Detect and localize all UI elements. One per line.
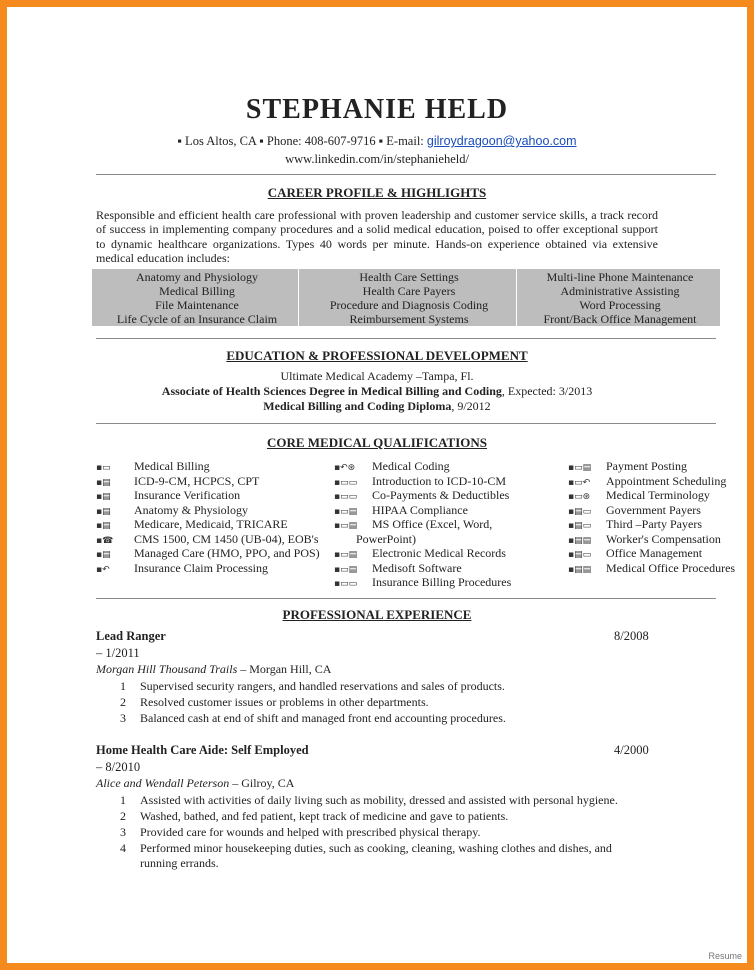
list-item [120, 679, 640, 694]
list-item [120, 695, 640, 710]
qualification-label: Medical Terminology [606, 488, 710, 502]
skill-item: Front/Back Office Management [543, 312, 697, 326]
qualification-label: PowerPoint) [356, 531, 416, 546]
skill-item: Anatomy and Physiology [136, 270, 258, 284]
contact-details: ▪ Los Altos, CA ▪ Phone: 408-607-9716 ▪ E-mail: [177, 134, 427, 148]
checkbox-icon: ▪▤ [96, 492, 111, 502]
qualification-label: Co-Payments & Deductibles [372, 488, 510, 502]
qualification-label: Medical Office Procedures [606, 560, 736, 575]
bullet-number: 3 [120, 711, 126, 725]
bullet-text: Balanced cash at end of shift and managed front end accounting procedures. [140, 711, 506, 725]
qualification-label: Medical Coding [372, 459, 450, 473]
skills-divider [516, 269, 517, 326]
employer-location: – Morgan Hill, CA [237, 662, 332, 676]
bullet-text: Provided care for wounds and helped with prescribed physical therapy. [140, 825, 481, 839]
checkbox-icon: ▪☎ [96, 535, 114, 546]
skill-item: Health Care Payers [362, 284, 456, 298]
qualification-label: HIPAA Compliance [372, 502, 468, 517]
qualification-label: ICD-9-CM, HCPCS, CPT [134, 473, 260, 488]
list-item [120, 809, 640, 824]
job-start-date: 8/2008 [614, 629, 649, 643]
job-title: Home Health Care Aide: Self Employed [96, 743, 309, 757]
qualification-label: Medical Billing [134, 459, 210, 473]
checkbox-icon: ▪▭▭ [334, 477, 358, 488]
employer-line [96, 662, 331, 677]
qualification-item [96, 561, 268, 578]
qualification-label: Worker's Compensation [606, 531, 721, 546]
checkbox-icon: ▪▭▤ [334, 550, 358, 560]
checkbox-icon: ▪▤ [96, 550, 111, 560]
website-link[interactable]: www.linkedin.com/in/stephanieheld/ [285, 152, 469, 166]
skills-table [92, 269, 720, 326]
checkbox-icon: ▪▤▭ [568, 521, 592, 531]
checkbox-icon: ▪▭▭ [334, 492, 358, 502]
employer-name: Alice and Wendall Peterson [96, 776, 230, 790]
bullet-number: 2 [120, 695, 126, 709]
skill-item: File Maintenance [155, 298, 239, 312]
checkbox-icon: ▪↶⊛ [334, 463, 356, 473]
qualification-label: Government Payers [606, 502, 701, 517]
qualification-label: Electronic Medical Records [372, 546, 506, 560]
checkbox-icon: ▪▤▭ [568, 550, 592, 560]
checkbox-icon: ▪▤ [96, 521, 111, 531]
skill-item: Word Processing [579, 298, 661, 312]
skills-column-3 [520, 270, 720, 326]
checkbox-icon: ▪▤▤ [568, 564, 592, 575]
qualifications-column-3 [568, 459, 748, 589]
diploma-name: Medical Billing and Coding Diploma [263, 399, 452, 413]
skill-item: Reimbursement Systems [349, 312, 469, 326]
checkbox-icon: ▪▭▤ [334, 506, 358, 517]
job-start-date: 4/2000 [614, 743, 649, 757]
divider [96, 174, 716, 175]
qualification-item [334, 532, 416, 547]
checkbox-icon: ▪↶ [96, 564, 110, 575]
qualification-label: Third –Party Payers [606, 517, 702, 531]
checkbox-icon: ▪▭↶ [568, 477, 591, 488]
job-end-date: – 1/2011 [96, 646, 140, 660]
qualification-label: Payment Posting [606, 459, 688, 473]
qualification-item [334, 575, 511, 592]
diploma-date: , 9/2012 [451, 399, 491, 413]
skill-item: Health Care Settings [359, 270, 459, 284]
bullet-text: Resolved customer issues or problems in other departments. [140, 695, 429, 709]
degree-name: Associate of Health Sciences Degree in Medical Billing and Coding [161, 384, 502, 398]
list-item [120, 841, 640, 871]
divider [96, 598, 716, 599]
checkbox-icon: ▪▭⊛ [568, 492, 591, 502]
degree-line [0, 384, 754, 399]
qualification-label: Anatomy & Physiology [134, 502, 249, 517]
checkbox-icon: ▪▤▭ [568, 506, 592, 517]
qualification-label: Medicare, Medicaid, TRICARE [134, 517, 288, 531]
checkbox-icon: ▪▭▭ [334, 579, 358, 589]
qualification-label: Insurance Billing Procedures [372, 575, 512, 589]
skill-item: Administrative Assisting [560, 284, 680, 298]
qualification-label: MS Office (Excel, Word, [372, 517, 493, 531]
skill-item: Procedure and Diagnosis Coding [329, 298, 489, 312]
qualification-label: Introduction to ICD-10-CM [372, 473, 506, 488]
qualification-label: Insurance Verification [134, 488, 241, 502]
checkbox-icon: ▪▭ [96, 463, 111, 473]
employer-location: – Gilroy, CA [229, 776, 295, 790]
skills-divider [298, 269, 299, 326]
skills-column-2 [306, 270, 512, 326]
checkbox-icon: ▪▭▤ [334, 564, 358, 575]
skills-column-1 [92, 270, 302, 326]
bullet-text: Washed, bathed, and fed patient, kept track of medicine and gave to patients. [140, 809, 509, 823]
list-item [120, 825, 640, 840]
skill-item: Life Cycle of an Insurance Claim [116, 312, 278, 326]
degree-date: , Expected: 3/2013 [501, 384, 593, 398]
qualification-label: Medisoft Software [372, 560, 462, 575]
job-end-date: – 8/2010 [96, 760, 141, 774]
experience-section-title: PROFESSIONAL EXPERIENCE [282, 607, 472, 622]
checkbox-icon: ▪▤ [96, 477, 111, 488]
diploma-line [0, 399, 754, 414]
qualification-label: Appointment Scheduling [606, 473, 727, 488]
checkbox-icon: ▪▭▤ [568, 463, 592, 473]
qualifications-column-1 [96, 459, 326, 589]
employer-name: Morgan Hill Thousand Trails [96, 662, 238, 676]
education-section-title: EDUCATION & PROFESSIONAL DEVELOPMENT [226, 348, 528, 363]
bullet-number: 1 [120, 679, 126, 693]
qualifications-column-2 [334, 459, 564, 594]
checkbox-icon: ▪▭▤ [334, 521, 358, 531]
career-section-title: CAREER PROFILE & HIGHLIGHTS [267, 185, 487, 200]
bullet-number: 4 [120, 841, 126, 855]
bullet-text: Performed minor housekeeping duties, such as cooking, cleaning, washing clothes and dishes, and running errands. [140, 841, 612, 870]
bullet-text: Supervised security rangers, and handled reservations and sales of products. [140, 679, 505, 693]
email-link[interactable]: gilroydragoon@yahoo.com [426, 134, 577, 148]
skill-item: Medical Billing [159, 284, 235, 298]
contact-line [0, 134, 754, 149]
skill-item: Multi-line Phone Maintenance [546, 270, 694, 284]
bullet-number: 1 [120, 793, 126, 807]
checkbox-icon: ▪▤ [96, 506, 111, 517]
qualification-item [568, 561, 735, 578]
list-item [120, 711, 640, 726]
school-name: Ultimate Medical Academy –Tampa, Fl. [280, 369, 474, 383]
bullet-number: 3 [120, 825, 126, 839]
applicant-name: STEPHANIE HELD [245, 94, 509, 125]
bullet-text: Assisted with activities of daily living such as mobility, dressed and assisted with personal hygiene. [140, 793, 618, 807]
qualification-label: Insurance Claim Processing [134, 560, 268, 575]
watermark: Resume [708, 951, 742, 961]
qualification-label: Managed Care (HMO, PPO, and POS) [134, 546, 320, 560]
qualifications-section-title: CORE MEDICAL QUALIFICATIONS [266, 435, 488, 450]
checkbox-icon: ▪▤▤ [568, 535, 592, 546]
career-summary: Responsible and efficient health care professional with proven leadership and customer service skills, a track record of success in implementing company procedures and a solid medical education, poised to offer exceptional support to dynamic healthcare organizations. Types 40 words per minute. Hands-on experience obtained via extensive medical education includes: [96, 208, 658, 266]
qualification-label: CMS 1500, CM 1450 (UB-04), EOB's [134, 531, 319, 546]
employer-line [96, 776, 294, 791]
divider [96, 338, 716, 339]
divider [96, 423, 716, 424]
qualification-label: Office Management [606, 546, 703, 560]
job-title: Lead Ranger [96, 629, 166, 643]
bullet-number: 2 [120, 809, 126, 823]
list-item [120, 793, 640, 808]
